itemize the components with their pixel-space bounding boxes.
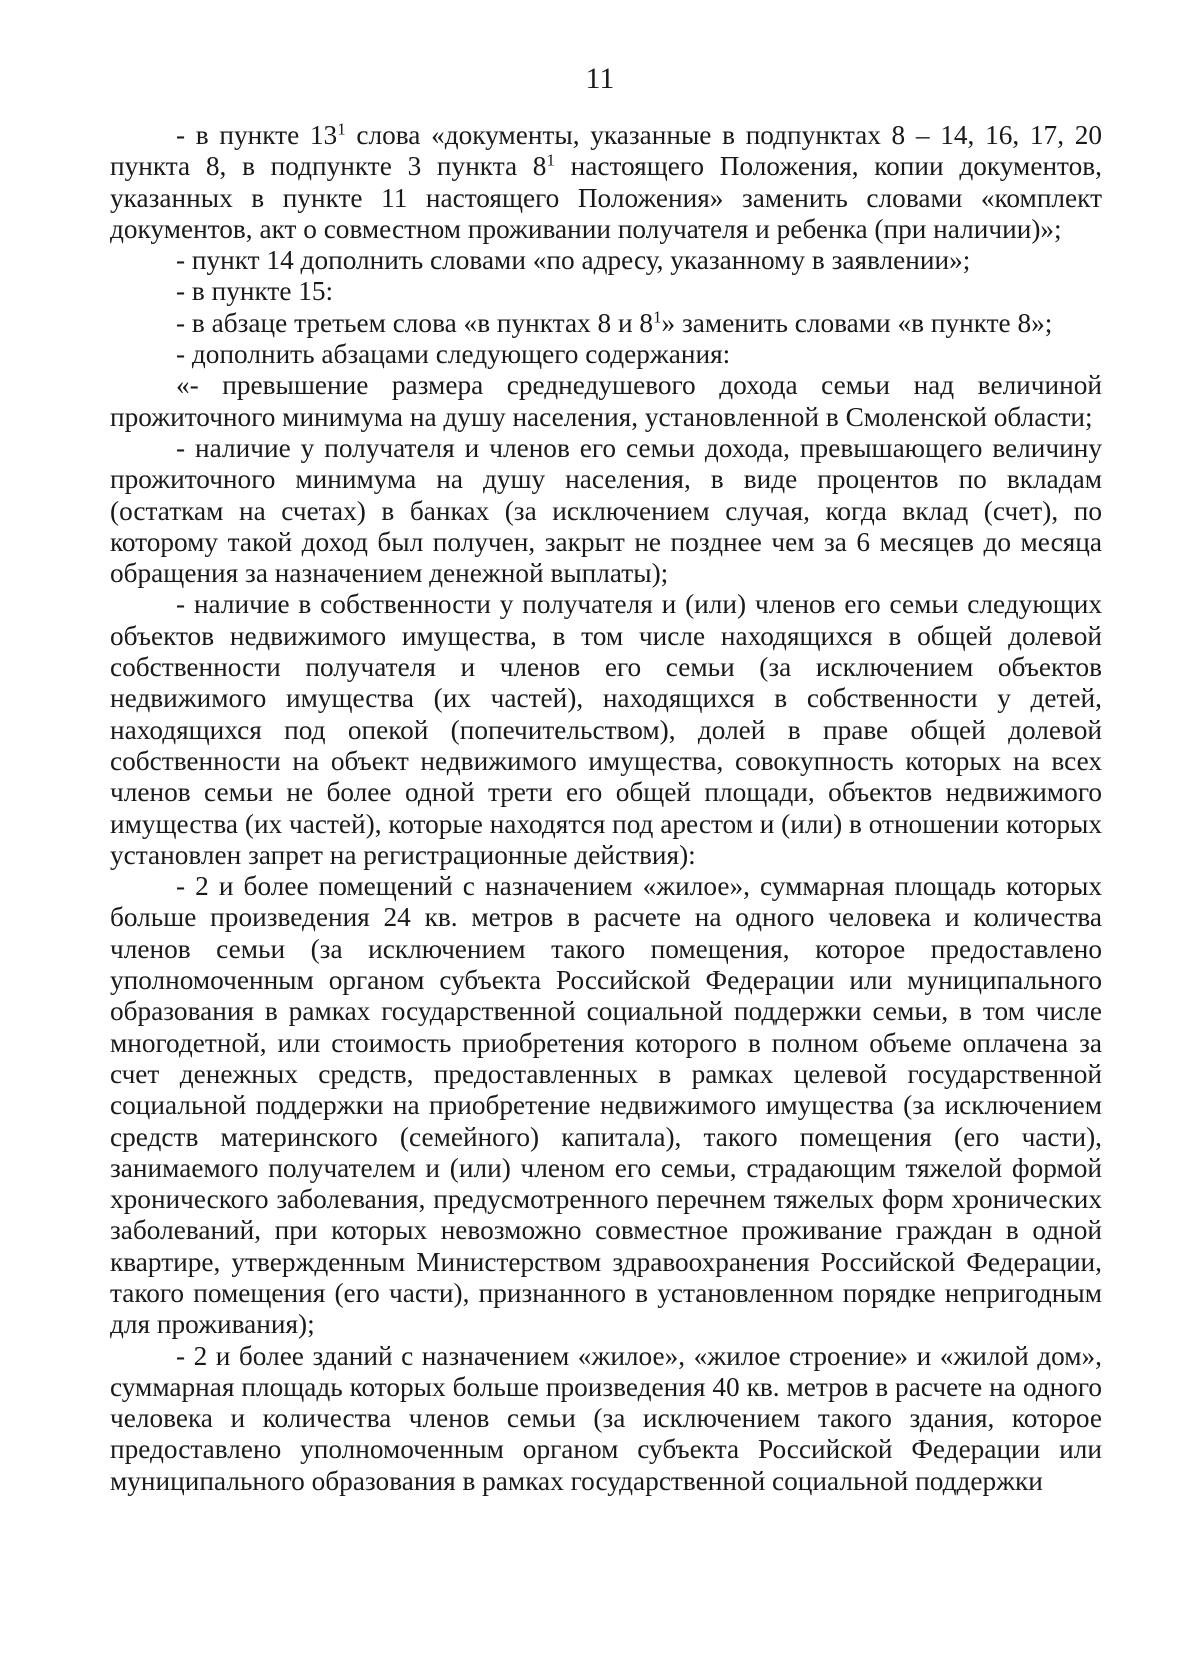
paragraph-p2 [110,245,1102,276]
text-run: - в пункте 13 [176,120,338,150]
text-run: - 2 и более помещений с назначением «жилое», суммарная площадь которых больше произведения 24 кв. метров в расчете на одного человека и количества членов семьи (за исключением такого помещения, которое предоставлено уполномоченным органом субъекта Российской Федерации или муниципального образования в рамках государственной социальной поддержки семьи, в том числе многодетной, или стоимость приобретения которого в полном объеме оплачена за счет денежных средств, предоставленных в рамках целевой государственной социальной поддержки на приобретение недвижимого имущества (за исключением средств материнского (семейного) капитала), такого помещения (его части), занимаемого получателем и (или) членом его семьи, страдающим тяжелой формой хронического заболевания, предусмотренного перечнем тяжелых форм хронических заболеваний, при которых невозможно совместное проживание граждан в одной квартире, утвержденным Министерством здравоохранения Российской Федерации, такого помещения (его части), признанного в установленном порядке непригодным для проживания); [110,871,1102,1340]
superscript: 1 [653,307,662,327]
paragraph-p3 [110,276,1102,307]
page-number: 11 [585,62,615,95]
paragraph-p5 [110,339,1102,370]
paragraph-p8 [110,589,1102,871]
paragraph-p4 [110,308,1102,339]
text-run: настоящего Положения, копии документов, указанных в пункте 11 настоящего Положения» заменить словами «комплект документов, акт о совместном проживании получателя и ребенка (при наличии)»; [110,151,1102,244]
paragraph-p6 [110,370,1102,433]
text-run: » заменить словами «в пункте 8»; [661,307,1053,338]
superscript: 1 [337,119,346,139]
document-body [110,120,1102,1497]
text-run: - в абзаце третьем слова «в пунктах 8 и 8 [176,307,654,338]
paragraph-p1 [110,120,1102,245]
text-run: - наличие в собственности у получателя и (или) членов его семьи следующих объектов недвижимого имущества, в том числе находящихся в общей долевой собственности получателя и членов его семьи (за исключением объектов недвижимого имущества (их частей), находящихся в собственности у детей, находящихся под опекой (попечительством), долей в праве общей долевой собственности на объект недвижимого имущества, совокупность которых на всех членов семьи не более одной трети его общей площади, объектов недвижимого имущества (их частей), которые находятся под арестом и (или) в отношении которых установлен запрет на регистрационные действия): [110,589,1103,870]
paragraph-p9 [110,871,1102,1340]
text-run: - 2 и более зданий с назначением «жилое», «жилое строение» и «жилой дом», суммарная площадь которых больше произведения 40 кв. метров в расчете на одного человека и количества членов семьи (за исключением такого здания, которое предоставлено уполномоченным органом субъекта Российской Федерации или муниципального образования в рамках государственной социальной поддержки [110,1340,1102,1496]
text-run: «- превышение размера среднедушевого дохода семьи над величиной прожиточного минимума на душу населения, установленной в Смоленской области; [110,370,1102,432]
text-run: слова «документы, указанные в подпунктах 8 – 14, 16, 17, 20 пункта 8, в подпункте 3 пункта 8 [110,120,1103,182]
text-run: - дополнить абзацами следующего содержания: [176,339,731,370]
paragraph-p10 [110,1341,1102,1497]
superscript: 1 [546,151,555,170]
text-run: - пункт 14 дополнить словами «по адресу, указанному в заявлении»; [176,245,971,276]
paragraph-p7 [110,433,1102,589]
text-run: - в пункте 15: [176,276,334,307]
text-run: - наличие у получателя и членов его семьи дохода, превышающего величину прожиточного минимума на душу населения, в виде процентов по вкладам (остаткам на счетах) в банках (за исключением случая, когда вклад (счет), по которому такой доход был получен, закрыт не позднее чем за 6 месяцев до месяца обращения за назначением денежной выплаты); [110,432,1102,589]
